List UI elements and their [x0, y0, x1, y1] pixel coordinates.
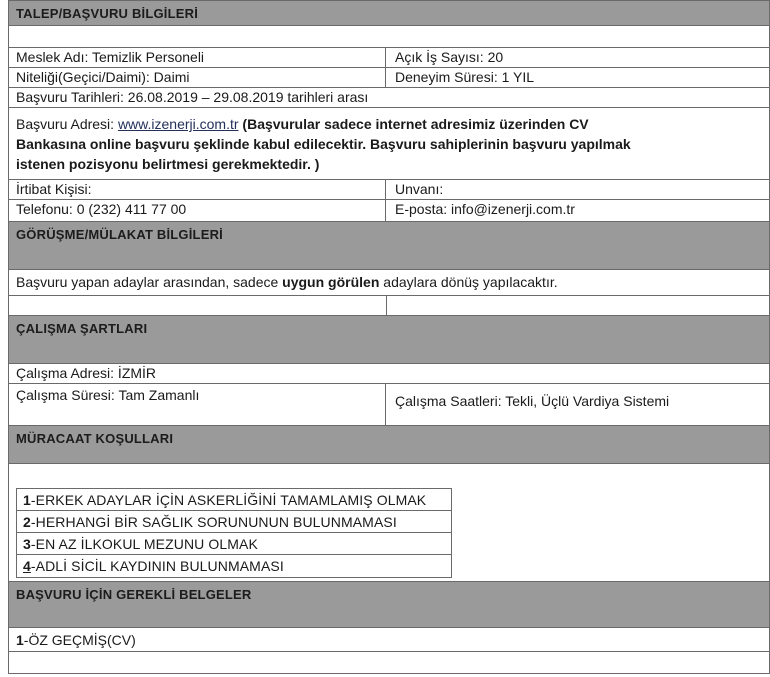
row-telefon [8, 200, 770, 222]
row-calisma-suresi [8, 384, 770, 426]
unvani-cell: Unvanı: [395, 181, 444, 197]
acik-is-cell: Açık İş Sayısı: 20 [395, 49, 504, 65]
section-title: GÖRÜŞME/MÜLAKAT BİLGİLERİ [16, 227, 223, 242]
row-basvuru-adresi [8, 108, 770, 180]
section-header-belgeler [8, 582, 770, 628]
row-calisma-adresi [8, 364, 770, 384]
section-header-gorusme [8, 222, 770, 270]
spacer-row [8, 26, 770, 48]
nitelik-cell: Niteliği(Geçici/Daimi): Daimi [9, 68, 386, 87]
telefon-cell: Telefonu: 0 (232) 411 77 00 [9, 200, 386, 221]
gorusme-text-2: adaylara dönüş yapılacaktır. [379, 274, 558, 290]
adres-note-1: (Başvurular sadece internet adresimiz üzerinden CV [238, 116, 589, 132]
section-header-calisma [8, 316, 770, 364]
section-title: TALEP/BAŞVURU BİLGİLERİ [16, 6, 199, 21]
calisma-adresi: Çalışma Adresi: İZMİR [16, 365, 157, 381]
list-item: 1-ERKEK ADAYLAR İÇİN ASKERLİĞİNİ TAMAMLAMIŞ OLMAK [17, 489, 451, 511]
list-item: 3-EN AZ İLKOKUL MEZUNU OLMAK [17, 533, 451, 555]
section-title: BAŞVURU İÇİN GEREKLİ BELGELER [16, 587, 252, 602]
adres-label: Başvuru Adresi: [16, 116, 118, 132]
section-title: MÜRACAAT KOŞULLARI [16, 431, 174, 446]
column-divider [386, 296, 387, 315]
calisma-suresi-cell: Çalışma Süresi: Tam Zamanlı [9, 384, 386, 425]
row-tarihler [8, 88, 770, 108]
adres-note-2: Bankasına online başvuru şeklinde kabul edilecektir. Başvuru sahiplerinin başvuru yapılmak [16, 136, 631, 152]
deneyim-cell: Deneyim Süresi: 1 YIL [395, 69, 535, 85]
meslek-cell: Meslek Adı: Temizlik Personeli [9, 48, 386, 67]
gorusme-text-bold: uygun görülen [282, 274, 380, 290]
section-header-talep [8, 0, 770, 26]
irtibat-cell: İrtibat Kişisi: [9, 180, 386, 199]
basvuru-tarihleri: Başvuru Tarihleri: 26.08.2019 – 29.08.2019 tarihleri arası [16, 89, 369, 105]
row-nitelik [8, 68, 770, 88]
requirements-list [16, 488, 452, 578]
row-gorusme-text [8, 270, 770, 296]
row-meslek [8, 48, 770, 68]
section-title: ÇALIŞMA ŞARTLARI [16, 321, 148, 336]
gorusme-text-1: Başvuru yapan adaylar arasından, sadece [16, 274, 283, 290]
list-item: 4-ADLİ SİCİL KAYDININ BULUNMAMASI [23, 558, 284, 574]
belge-text: -ÖZ GEÇMİŞ(CV) [23, 632, 136, 648]
row-empty-trailing [8, 652, 770, 674]
eposta-cell: E-posta: info@izenerji.com.tr [395, 201, 575, 217]
row-empty-split [8, 296, 770, 316]
belge-num: 1 [16, 632, 24, 648]
website-link[interactable]: www.izenerji.com.tr [117, 116, 239, 132]
row-irtibat [8, 180, 770, 200]
row-belgeler-item [8, 628, 770, 652]
calisma-saatleri-cell: Çalışma Saatleri: Tekli, Üçlü Vardiya Sistemi [395, 393, 670, 409]
section-header-muracaat [8, 426, 770, 464]
list-item: 2-HERHANGİ BİR SAĞLIK SORUNUNUN BULUNMAMASI [17, 511, 451, 533]
adres-note-3: istenen pozisyonu belirtmesi gerekmektedir. ) [16, 156, 320, 172]
